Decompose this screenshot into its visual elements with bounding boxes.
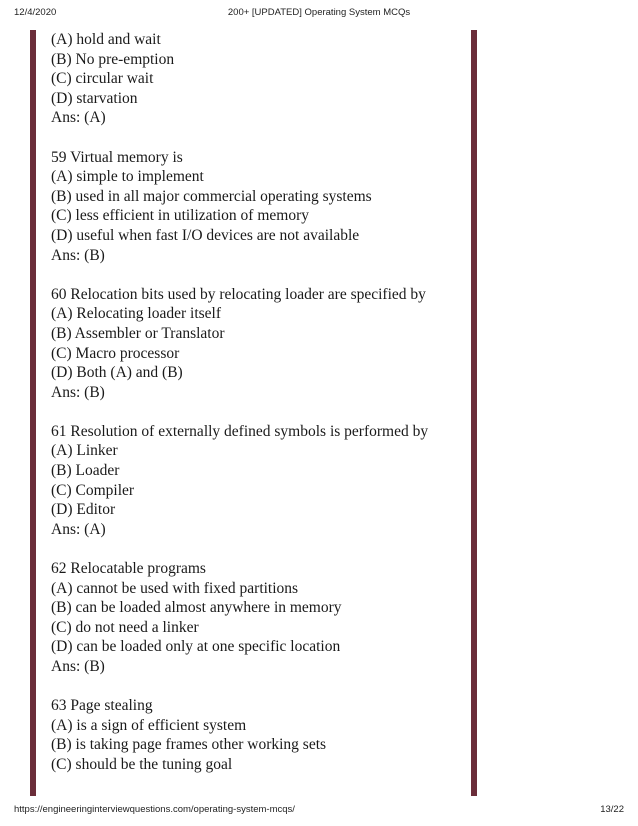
question-block — [51, 30, 463, 128]
question-line: (A) Linker — [51, 442, 118, 460]
question-line: (D) can be loaded only at one specific location — [51, 638, 341, 656]
question-line: (C) do not need a linker — [51, 618, 199, 636]
question-line: (B) Assembler or Translator — [51, 324, 225, 342]
question-line: (C) should be the tuning goal — [51, 755, 233, 773]
page-footer — [0, 804, 638, 822]
answer-line: Ans: (B) — [51, 658, 105, 675]
question-line: (A) Relocating loader itself — [51, 305, 222, 323]
left-accent-bar — [30, 30, 36, 796]
question-line: (C) circular wait — [51, 70, 154, 88]
question-line: (D) Both (A) and (B) — [51, 364, 183, 382]
question-line: 63 Page stealing — [51, 697, 153, 715]
question-line: (C) Macro processor — [51, 344, 180, 362]
right-accent-bar — [471, 30, 477, 796]
question-block — [51, 285, 463, 403]
question-line: (C) less efficient in utilization of memory — [51, 207, 309, 225]
page-url[interactable]: https://engineeringinterviewquestions.com/operating-system-mcqs/ — [14, 804, 295, 815]
question-line: (B) Loader — [51, 462, 120, 480]
page-title: 200+ [UPDATED] Operating System MCQs — [227, 7, 411, 18]
page-header — [0, 0, 638, 22]
print-date: 12/4/2020 — [14, 7, 57, 18]
question-line: (B) can be loaded almost anywhere in memory — [51, 599, 342, 617]
question-block — [51, 696, 463, 774]
question-block — [51, 559, 463, 677]
mcq-content — [51, 30, 463, 775]
question-line: 61 Resolution of externally defined symbols is performed by — [51, 422, 429, 440]
question-line: (A) cannot be used with fixed partitions — [51, 579, 299, 597]
question-line: (D) useful when fast I/O devices are not available — [51, 226, 360, 244]
question-line: 59 Virtual memory is — [51, 148, 183, 166]
question-line: 60 Relocation bits used by relocating loader are specified by — [51, 285, 426, 303]
block-gap — [51, 265, 463, 285]
question-line: (A) is a sign of efficient system — [51, 716, 247, 734]
block-gap — [51, 402, 463, 422]
answer-line: Ans: (B) — [51, 383, 105, 401]
question-line: 62 Relocatable programs — [51, 560, 206, 578]
answer-line: Ans: (A) — [51, 520, 106, 538]
question-block — [51, 148, 463, 266]
question-line: (B) used in all major commercial operating systems — [51, 187, 372, 205]
answer-line: Ans: (B) — [51, 246, 105, 264]
question-line: (A) hold and wait — [51, 31, 161, 48]
block-gap — [51, 677, 463, 697]
question-line: (B) is taking page frames other working sets — [51, 736, 327, 754]
question-line: (C) Compiler — [51, 481, 135, 499]
question-line: (D) Editor — [51, 501, 116, 519]
question-line: (B) No pre-emption — [51, 50, 175, 68]
page-number: 13/22 — [600, 804, 624, 815]
question-line: (D) starvation — [51, 89, 138, 107]
question-block — [51, 422, 463, 540]
question-line: (A) simple to implement — [51, 168, 204, 186]
answer-line: Ans: (A) — [51, 109, 106, 127]
block-gap — [51, 128, 463, 148]
block-gap — [51, 539, 463, 559]
